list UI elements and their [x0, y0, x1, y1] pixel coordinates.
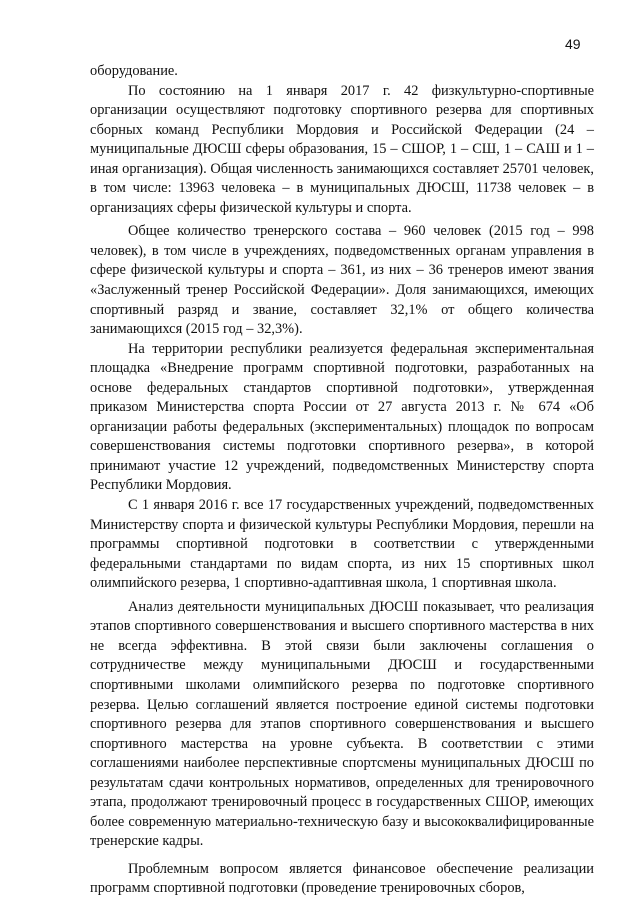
paragraph-organizations: По состоянию на 1 января 2017 г. 42 физкультурно-спортивные организации осуществляют подготовку спортивного резерва для спортивных сборных команд Республики Мордовия и Российской Федерации (24 – муниципальные ДЮСШ сферы образования, 15 – СШОР, 1 – СШ, 1 – САШ и 1 – иная организация). Общая численность занимающихся составляет 25701 человек, в том числе: 13963 человека – в муниципальных ДЮСШ, 11738 человек – в организациях сферы физической культуры и спорта. — [90, 82, 594, 216]
paragraph-analysis: Анализ деятельности муниципальных ДЮСШ показывает, что реализация этапов спортивного совершенствования и высшего спортивного мастерства в них не всегда эффективна. В этой связи были заключены соглашения о сотрудничестве между муниципальными ДЮСШ и государственными спортивными школами олимпийского резерва по подготовке спортивного резерва. Целью соглашений является построение единой системы подготовки спортивного резерва для этапов спортивного совершенствования и высшего спортивного мастерства на уровне субъекта. В соответствии с этими соглашениями наиболее перспективные спортсмены муниципальных ДЮСШ по результатам сдачи контрольных нормативов, определенных для тренировочного этапа, продолжают тренировочный процесс в государственных СШОР, имеющих более современную материально-техническую базу и высококвалифицированные тренерские кадры. — [90, 598, 594, 850]
paragraph-problem: Проблемным вопросом является финансовое обеспечение реализации программ спортивной подготовки (проведение тренировочных сборов, — [90, 860, 594, 897]
paragraph-experimental-site: На территории республики реализуется федеральная экспериментальная площадка «Внедрение программ спортивной подготовки, разработанных на основе федеральных стандартов спортивной подготовки», утвержденная приказом Министерства спорта России от 27 августа 2013 г. № 674 «Об организации работы федеральных (экспериментальных) площадок по вопросам совершенствования системы подготовки спортивного резерва», в которой принимают участие 12 учреждений, подведомственных Министерству спорта Республики Мордовия. — [90, 340, 594, 494]
paragraph-coaching-staff: Общее количество тренерского состава – 960 человек (2015 год – 998 человек), в том числе в учреждениях, подведомственных органам управления в сфере физической культуры и спорта – 361, из них – 36 тренеров имеют звания «Заслуженный тренер Российской Федерации». Доля занимающихся, имеющих спортивный разряд и звание, составляет 32,1% от общего количества занимающихся (2015 год – 32,3%). — [90, 223, 594, 338]
document-body — [90, 62, 594, 899]
paragraph-continuation: оборудование. — [90, 63, 178, 79]
page-number: 49 — [565, 36, 581, 52]
paragraph-transition: С 1 января 2016 г. все 17 государственных учреждений, подведомственных Министерству спорта и физической культуры Республики Мордовия, перешли на программы спортивной подготовки в соответствии с утвержденными федеральными стандартами по видам спорта, из них 15 спортивных школ олимпийского резерва, 1 спортивно-адаптивная школа, 1 спортивная школа. — [90, 497, 594, 592]
